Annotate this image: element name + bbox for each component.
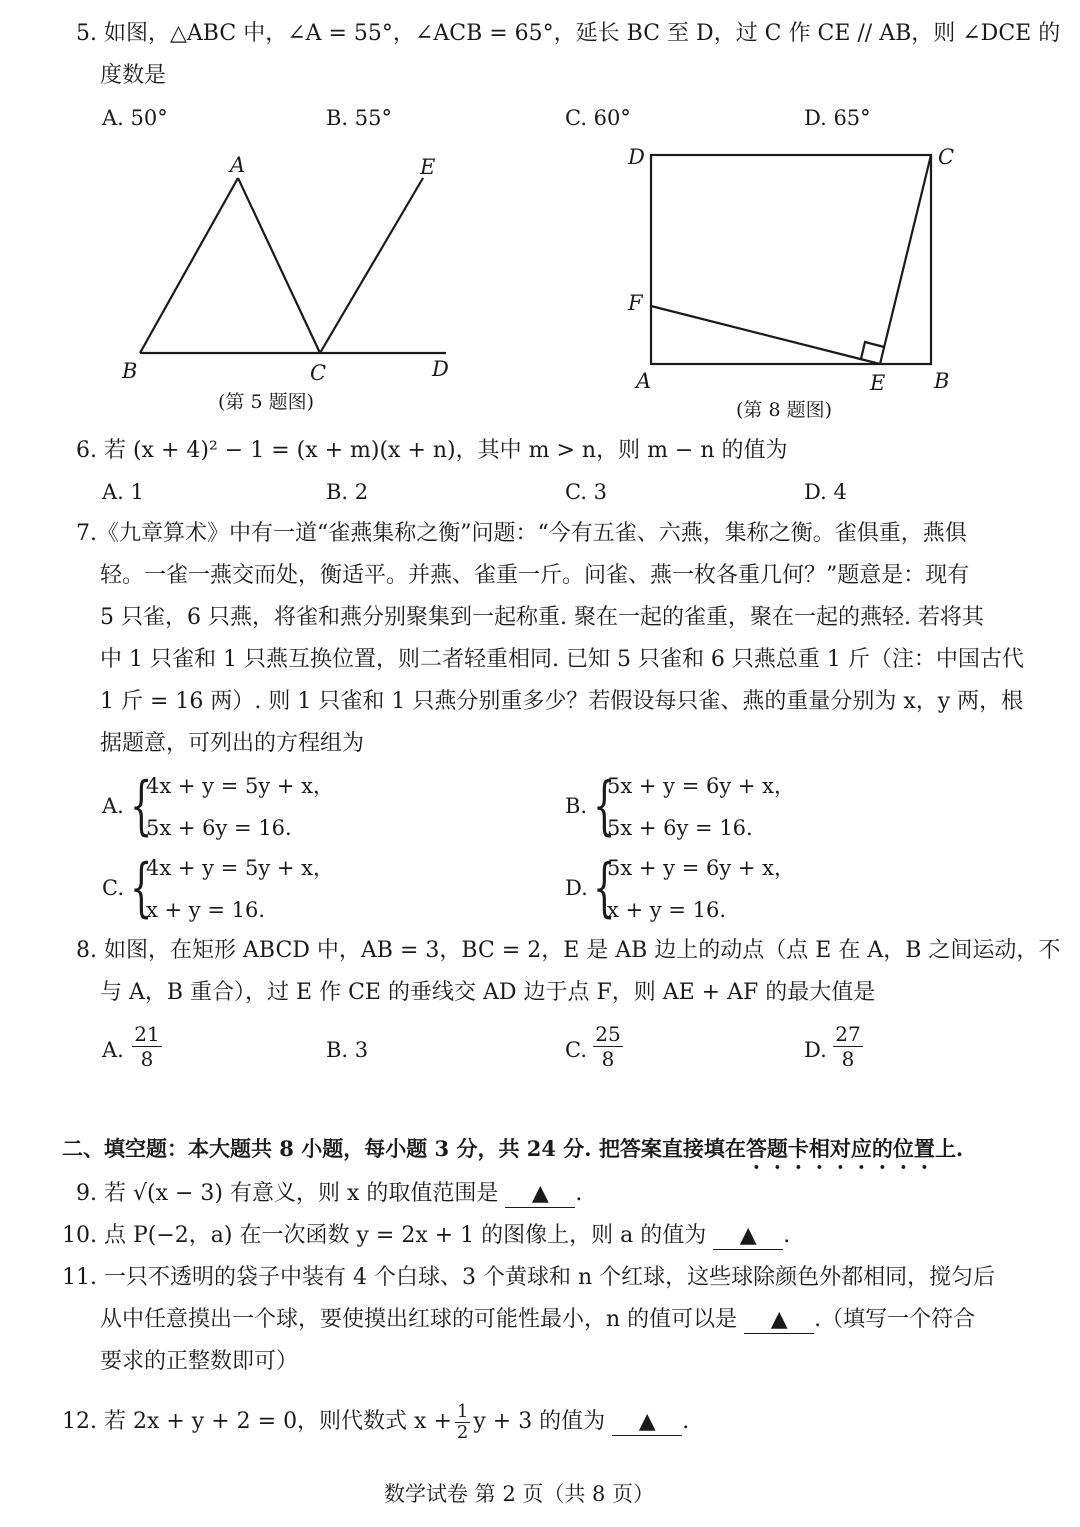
q8-option-d-fraction — [833, 1022, 863, 1071]
q7-option-b-eq1: 5x + y = 6y + x， — [607, 774, 795, 798]
q7-line4: 中 1 只雀和 1 只燕互换位置，则二者轻重相同. 已知 5 只雀和 6 只燕总重 1 斤（注：中国古代 — [100, 647, 1024, 672]
q8-option-c-letter: C. — [565, 1038, 587, 1062]
fig5-label-a: A — [230, 153, 246, 177]
q9-end: . — [575, 1181, 583, 1206]
section-2-title: 二、填空题：本大题共 8 小题，每小题 3 分，共 24 分. 把答案直接填在 — [62, 1136, 746, 1161]
q7-option-c-brace: { — [130, 851, 153, 925]
section-2-emphasis: 答题卡相对应的位置 — [745, 1136, 935, 1161]
q11-line1: 11. 一只不透明的袋子中装有 4 个白球、3 个黄球和 n 个红球，这些球除颜色外都相同，搅匀后 — [62, 1265, 996, 1290]
q7-option-a-eq2: 5x + 6y = 16. — [146, 816, 292, 840]
section-2-end: 上. — [934, 1136, 964, 1161]
q12-end: . — [682, 1409, 690, 1434]
fig8-segment-fe — [651, 306, 880, 364]
q7-option-a-letter: A. — [102, 794, 124, 818]
q11-answer-blank: ▲ — [744, 1307, 814, 1334]
q11-line2 — [100, 1306, 975, 1334]
q8-option-b: B. 3 — [326, 1038, 369, 1062]
q6-line1: 6. 若 (x + 4)² − 1 = (x + m)(x + n)，其中 m > n，则 m − n 的值为 — [76, 438, 788, 463]
q10-end: . — [783, 1223, 791, 1248]
q7-line1: 7.《九章算术》中有一道“雀燕集称之衡”问题：“今有五雀、六燕，集称之衡。雀俱重，燕俱 — [76, 521, 967, 546]
q12-numerator: 1 — [456, 1400, 469, 1422]
q7-option-b-brace: { — [593, 769, 616, 843]
page-footer: 数学试卷 第 2 页（共 8 页） — [384, 1482, 655, 1506]
fig8-label-b: B — [934, 369, 950, 393]
q10-answer-blank: ▲ — [713, 1223, 783, 1250]
q10-line — [62, 1222, 790, 1250]
q7-line3: 5 只雀，6 只燕，将雀和燕分别聚集到一起称重. 聚在一起的雀重，聚在一起的燕轻. 若将其 — [100, 605, 984, 630]
q12-text: 12. 若 2x + y + 2 = 0，则代数式 x + — [62, 1409, 452, 1434]
q7-option-d-eq2: x + y = 16. — [607, 898, 726, 922]
q7-option-d-eq1: 5x + y = 6y + x， — [607, 856, 795, 880]
q5-option-d: D. 65° — [804, 106, 871, 130]
q6-option-d: D. 4 — [804, 480, 847, 504]
q6-option-b: B. 2 — [326, 480, 369, 504]
q11-line3: 要求的正整数即可） — [100, 1349, 299, 1374]
q9-text: 9. 若 √(x − 3) 有意义，则 x 的取值范围是 — [76, 1181, 499, 1206]
q5-option-a: A. 50° — [102, 106, 168, 130]
q5-line1: 5. 如图，△ABC 中，∠A = 55°，∠ACB = 65°，延长 BC 至 D，过 C 作 CE // AB，则 ∠DCE 的 — [76, 21, 1061, 46]
fig8-label-c: C — [938, 145, 955, 169]
q9-answer-blank: ▲ — [505, 1181, 575, 1208]
q12-text-mid: y + 3 的值为 — [473, 1409, 606, 1434]
fig8-label-d: D — [628, 145, 645, 169]
fig5-label-b: B — [122, 359, 138, 383]
figure-8-caption: (第 8 题图) — [736, 399, 832, 421]
q8-option-d-letter: D. — [804, 1038, 827, 1062]
q7-line5: 1 斤 = 16 两）. 则 1 只雀和 1 只燕分别重多少？若假设每只雀、燕的重量分别为 x，y 两，根 — [100, 689, 1024, 714]
q8-line2: 与 A，B 重合），过 E 作 CE 的垂线交 AD 边于点 F，则 AE + AF 的最大值是 — [100, 980, 876, 1005]
q8-option-c-fraction — [593, 1022, 623, 1071]
figure-8-rectangle-diagram — [620, 140, 970, 400]
fig5-label-d: D — [432, 357, 449, 381]
fig5-label-e: E — [420, 155, 436, 179]
q8-option-a-letter: A. — [102, 1038, 124, 1062]
fig8-label-f: F — [628, 291, 643, 315]
q8-option-d-denominator: 8 — [841, 1047, 855, 1071]
q7-option-c-eq2: x + y = 16. — [146, 898, 265, 922]
q8-option-c-numerator: 25 — [593, 1022, 623, 1047]
q12-denominator: 2 — [456, 1421, 469, 1443]
q7-option-b-eq2: 5x + 6y = 16. — [607, 816, 753, 840]
q7-option-d-brace: { — [593, 851, 616, 925]
fig8-label-e: E — [870, 371, 886, 395]
q6-option-c: C. 3 — [565, 480, 608, 504]
q12-line — [62, 1398, 689, 1446]
q8-option-c-denominator: 8 — [601, 1047, 615, 1071]
q7-option-d-letter: D. — [565, 876, 588, 900]
figure-5-caption: (第 5 题图) — [218, 391, 314, 413]
q7-line6: 据题意，可列出的方程组为 — [100, 731, 365, 756]
q8-line1: 8. 如图，在矩形 ABCD 中，AB = 3，BC = 2，E 是 AB 边上的动点（点 E 在 A，B 之间运动，不 — [76, 938, 1061, 963]
q7-option-a-eq1: 4x + y = 5y + x， — [146, 774, 334, 798]
q5-line2: 度数是 — [100, 63, 167, 88]
q11-line2-text: 从中任意摸出一个球，要使摸出红球的可能性最小，n 的值可以是 — [100, 1307, 738, 1332]
q7-option-b-letter: B. — [565, 794, 588, 818]
figure-5-triangle-diagram — [110, 150, 470, 390]
q8-option-d-numerator: 27 — [833, 1022, 863, 1047]
q7-line2: 轻。一雀一燕交而处，衡适平。并燕、雀重一斤。问雀、燕一枚各重几何？”题意是：现有 — [100, 563, 970, 588]
fig5-segment-ac — [238, 178, 320, 353]
q11-line2-end: .（填写一个符合 — [814, 1307, 976, 1332]
q5-option-c: C. 60° — [565, 106, 631, 130]
q10-text: 10. 点 P(−2，a) 在一次函数 y = 2x + 1 的图像上，则 a 的值为 — [62, 1223, 707, 1248]
q8-option-a-numerator: 21 — [132, 1022, 162, 1047]
q12-answer-blank: ▲ — [612, 1409, 682, 1436]
fig8-label-a: A — [636, 369, 652, 393]
q7-option-c-eq1: 4x + y = 5y + x， — [146, 856, 334, 880]
section-2-heading — [62, 1135, 963, 1174]
fig5-segment-ce — [320, 178, 423, 353]
fig8-segment-ec — [880, 155, 931, 364]
q9-line — [76, 1180, 582, 1208]
q7-option-c-letter: C. — [102, 876, 124, 900]
fig5-label-c: C — [310, 361, 327, 385]
q8-option-a-fraction — [132, 1022, 162, 1071]
q6-option-a: A. 1 — [102, 480, 144, 504]
q12-fraction — [455, 1402, 470, 1443]
q8-option-a-denominator: 8 — [140, 1047, 154, 1071]
q5-option-b: B. 55° — [326, 106, 393, 130]
q7-option-a-brace: { — [130, 769, 153, 843]
fig8-rectangle-abcd — [651, 155, 931, 364]
fig8-right-angle-mark — [861, 342, 884, 359]
fig5-segment-ab — [140, 178, 238, 353]
